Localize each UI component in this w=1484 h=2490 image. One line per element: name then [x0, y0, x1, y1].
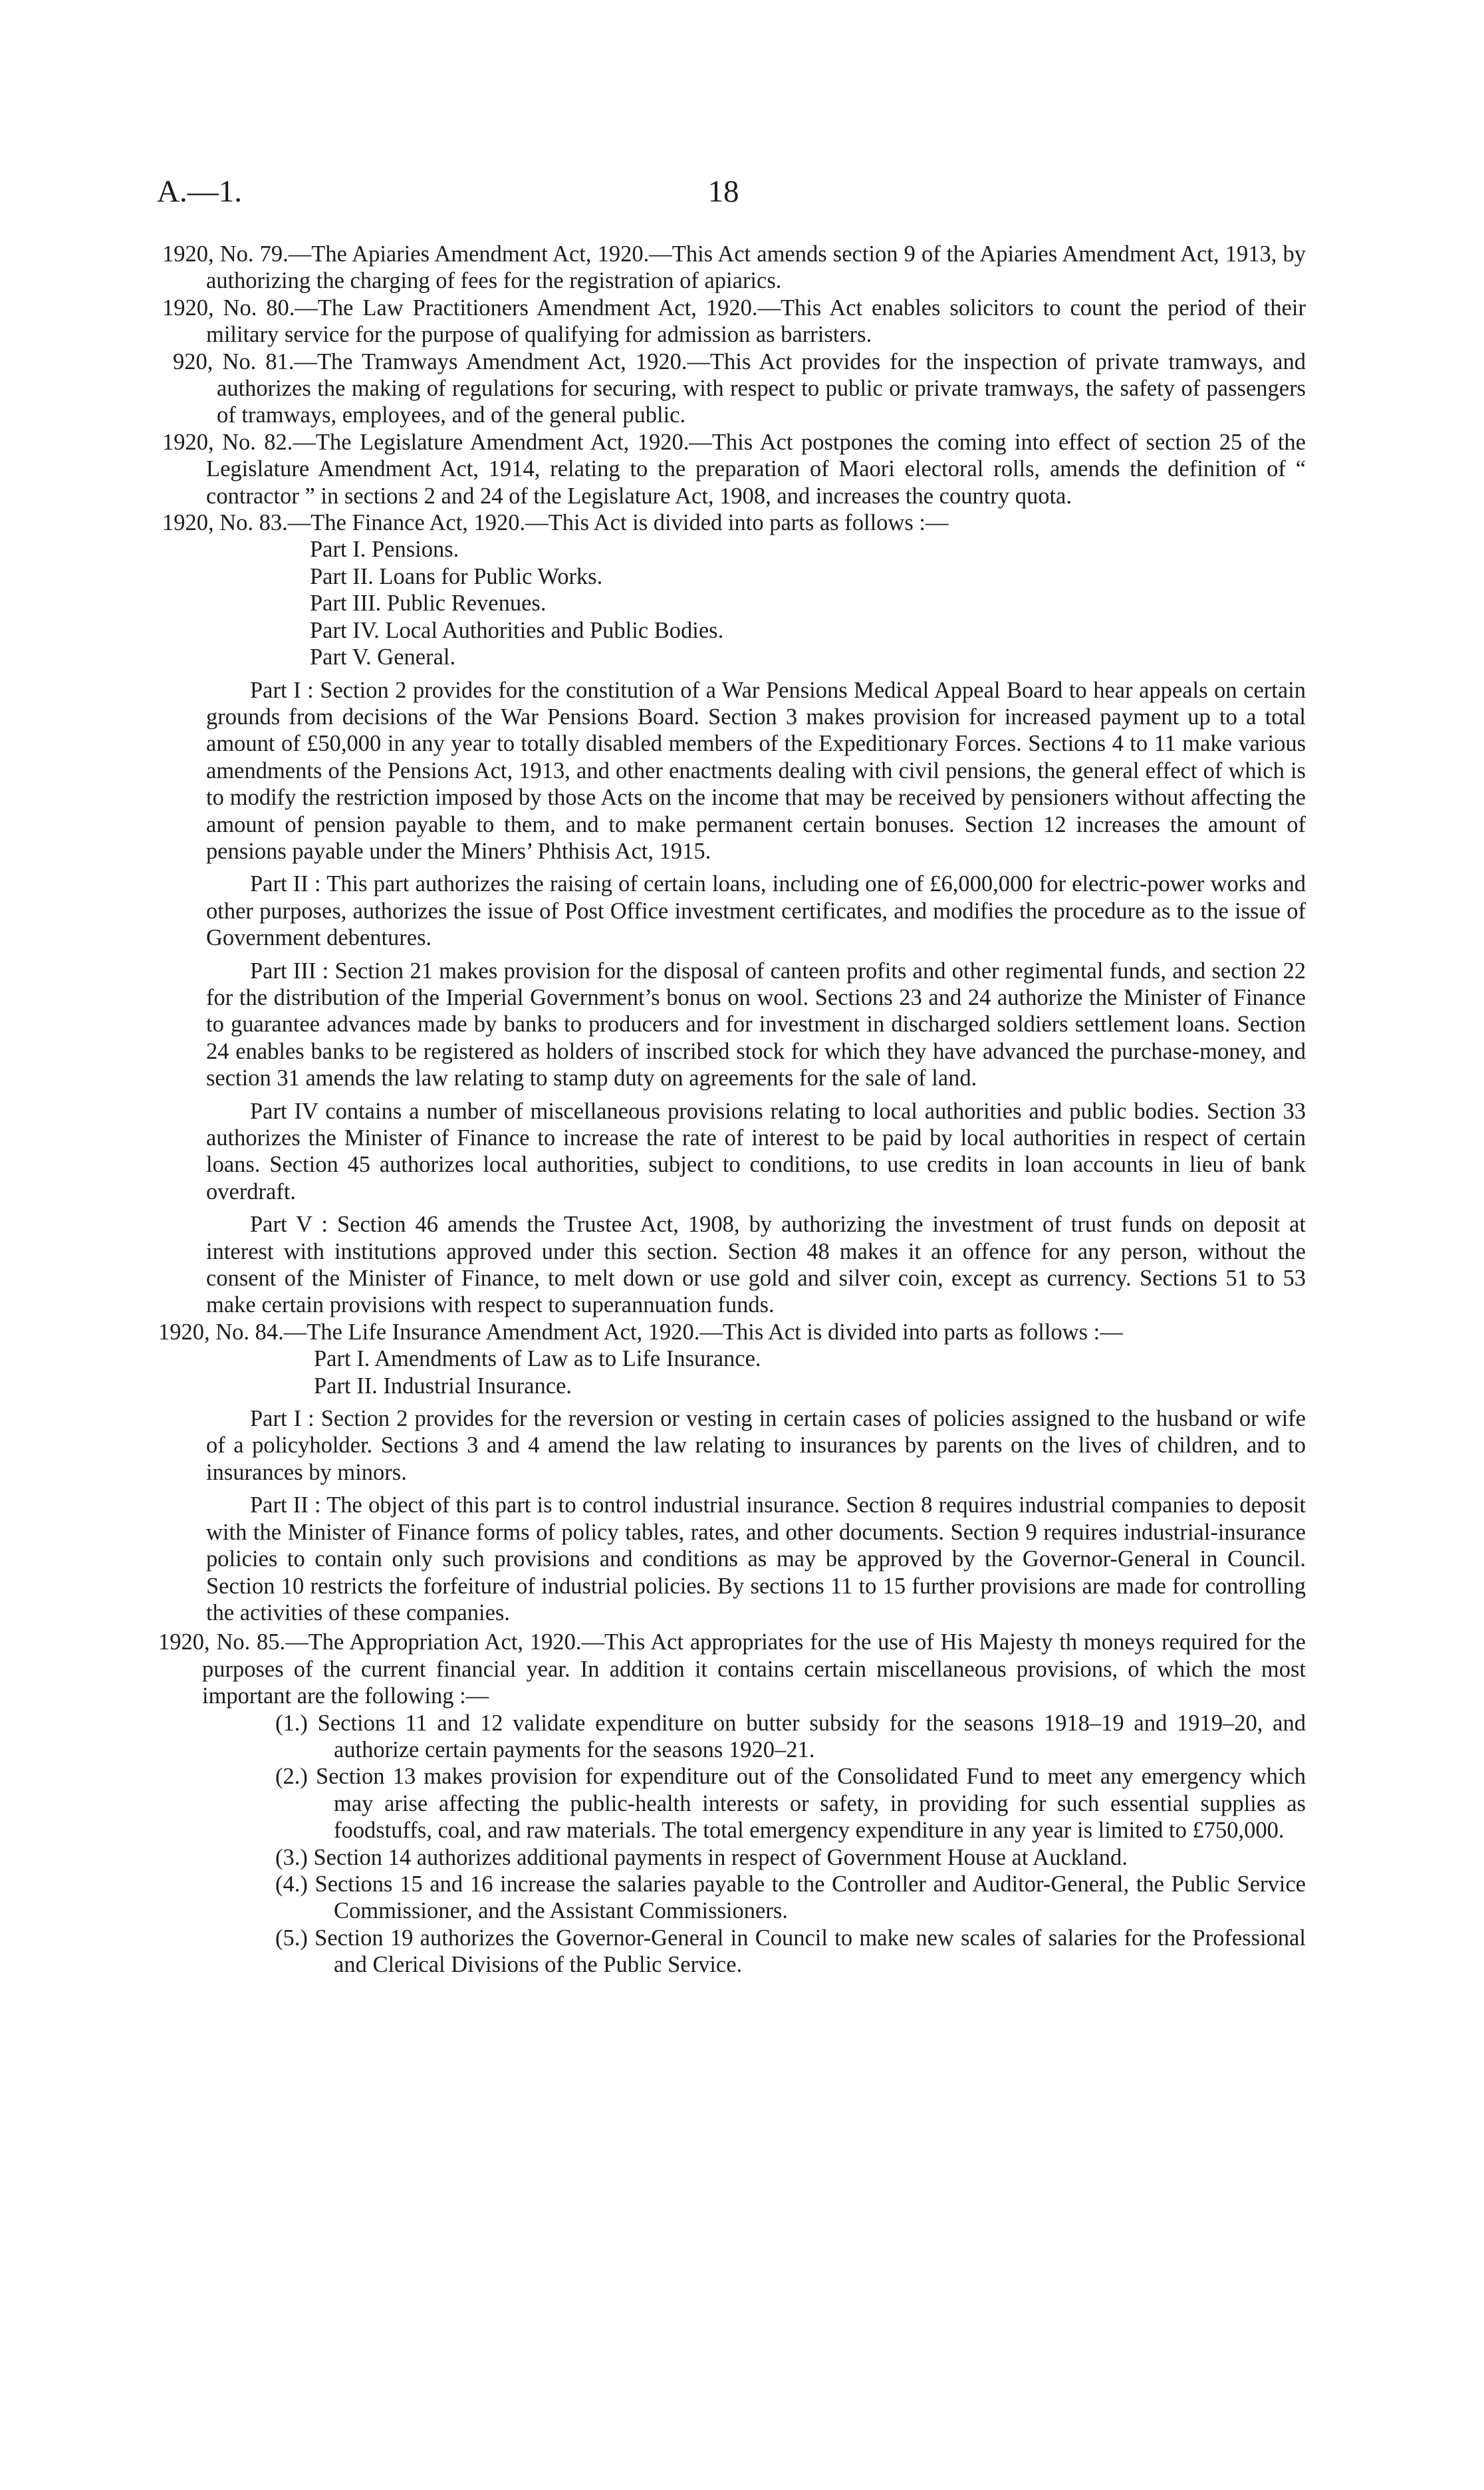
no83-part5-paragraph: Part V : Section 46 amends the Trustee Act, 1908, by authorizing the investment of trust funds on deposit at interest with institutions approved under this section. Section 48 makes it an offence for any person, without the consent of the Minister of Finance, to melt down or use gold and silver coin, except as currency. Sections 51 to 53 make certain provisions with respect to superannuation funds.: [206, 1212, 1306, 1318]
list-item: Part III. Public Revenues.: [310, 591, 547, 617]
no83-part1-paragraph: Part I : Section 2 provides for the constitution of a War Pensions Medical Appeal Board to hear appeals on certain grounds from decisions of the War Pensions Board. Section 3 makes provision for increased payment up to a total amount of £50,000 in any year to totally disabled members of the Expeditionary Forces. Sections 4 to 11 make various amendments of the Pensions Act, 1913, and other enactments dealing with civil pensions, the general effect of which is to modify the restriction imposed by those Acts on the income that may be received by pensioners without affecting the amount of pension payable to them, and to make permanent certain bonuses. Section 12 increases the amount of pensions payable under the Miners’ Phthisis Act, 1915.: [206, 677, 1306, 864]
no84-part2-paragraph: Part II : The object of this part is to control industrial insurance. Section 8 requires industrial companies to deposit with the Minister of Finance forms of policy tables, rates, and other documents. Section 9 requires industrial-insurance policies to contain only such provisions and conditions as may be approved by the Governor-General in Council. Section 10 restricts the forfeiture of industrial policies. By sections 11 to 15 further provisions are made for controlling the activities of these companies.: [206, 1492, 1306, 1625]
document-body: [158, 241, 1306, 1979]
page-header: [157, 172, 1290, 211]
no85-provisions-list: [162, 1710, 1306, 1979]
list-item: (3.) Section 14 authorizes additional payments in respect of Government House at Auckland.: [275, 1844, 1128, 1870]
entry-no81: 920, No. 81.—The Tramways Amendment Act, 1920.—This Act provides for the inspection of private tramways, and authorizes the making of regulations for securing, with respect to public or private tramways, the safety of passengers of tramways, employees, and of the general public.: [173, 348, 1306, 428]
entry-no80: 1920, No. 80.—The Law Practitioners Amendment Act, 1920.—This Act enables solicitors to count the period of their military service for the purpose of qualifying for admission as barristers.: [162, 295, 1306, 348]
entry-no82: 1920, No. 82.—The Legislature Amendment Act, 1920.—This Act postpones the coming into effect of section 25 of the Legislature Amendment Act, 1914, relating to the preparation of Maori electoral rolls, amends the definition of “ contractor ” in sections 2 and 24 of the Legislature Act, 1908, and increases the country quota.: [162, 429, 1306, 509]
no84-parts-list: [162, 1345, 1306, 1399]
entry-no79: 1920, No. 79.—The Apiaries Amendment Act, 1920.—This Act amends section 9 of the Apiaries Amendment Act, 1913, by authorizing the charging of fees for the registration of apiarics.: [162, 241, 1306, 294]
list-item: Part I. Amendments of Law as to Life Insurance.: [314, 1346, 761, 1372]
no83-part3-paragraph: Part III : Section 21 makes provision for the disposal of canteen profits and other regimental funds, and section 22 for the distribution of the Imperial Government’s bonus on wool. Sections 23 and 24 authorize the Minister of Finance to guarantee advances made by banks to producers and for investment in discharged soldiers settlement loans. Section 24 enables banks to be registered as holders of inscribed stock for which they have advanced the purchase-money, and section 31 amends the law relating to stamp duty on agreements for the sale of land.: [206, 958, 1306, 1091]
no83-part4-paragraph: Part IV contains a number of miscellaneous provisions relating to local authorities and public bodies. Section 33 authorizes the Minister of Finance to increase the rate of interest to be paid by local authorities in respect of certain loans. Section 45 authorizes local authorities, subject to conditions, to use credits in loan accounts in lieu of bank overdraft.: [206, 1098, 1306, 1204]
list-item: Part V. General.: [310, 644, 456, 670]
document-reference: A.—1.: [157, 174, 242, 209]
entry-no83: 1920, No. 83.—The Finance Act, 1920.—This Act is divided into parts as follows :—: [162, 510, 949, 536]
no83-part2-paragraph: Part II : This part authorizes the raising of certain loans, including one of £6,000,000 for electric-power works and other purposes, authorizes the issue of Post Office investment certificates, and modifies the procedure as to the issue of Government debentures.: [206, 871, 1306, 951]
list-item: (5.) Section 19 authorizes the Governor-General in Council to make new scales of salaries for the Professional and Clerical Divisions of the Public Service.: [275, 1925, 1306, 1978]
list-item: Part II. Loans for Public Works.: [310, 563, 603, 589]
list-item: (4.) Sections 15 and 16 increase the salaries payable to the Controller and Auditor-General, the Public Service Commissioner, and the Assistant Commissioners.: [275, 1871, 1306, 1924]
entry-no85: 1920, No. 85.—The Appropriation Act, 1920.—This Act appropriates for the use of His Majesty th moneys required for the purposes of the current financial year. In addition it contains certain miscellaneous provisions, of which the most important are the following :—: [158, 1629, 1306, 1709]
list-item: (1.) Sections 11 and 12 validate expenditure on butter subsidy for the seasons 1918–19 and 1919–20, and authorize certain payments for the seasons 1920–21.: [275, 1710, 1306, 1762]
list-item: Part II. Industrial Insurance.: [314, 1373, 572, 1399]
no84-part1-paragraph: Part I : Section 2 provides for the reversion or vesting in certain cases of policies assigned to the husband or wife of a policyholder. Sections 3 and 4 amend the law relating to insurances by parents on the lives of children, and to insurances by minors.: [206, 1406, 1306, 1485]
entry-no84: 1920, No. 84.—The Life Insurance Amendment Act, 1920.—This Act is divided into parts as follows :—: [158, 1319, 1123, 1345]
no83-parts-list: [162, 536, 1306, 670]
list-item: Part I. Pensions.: [310, 537, 459, 563]
list-item: (2.) Section 13 makes provision for expenditure out of the Consolidated Fund to meet any emergency which may arise affecting the public-health interests or safety, in providing for such essential supplies as foodstuffs, coal, and raw materials. The total emergency expenditure in any year is limited to £750,000.: [275, 1764, 1306, 1844]
page-number: 18: [707, 174, 739, 209]
list-item: Part IV. Local Authorities and Public Bodies.: [310, 617, 724, 643]
